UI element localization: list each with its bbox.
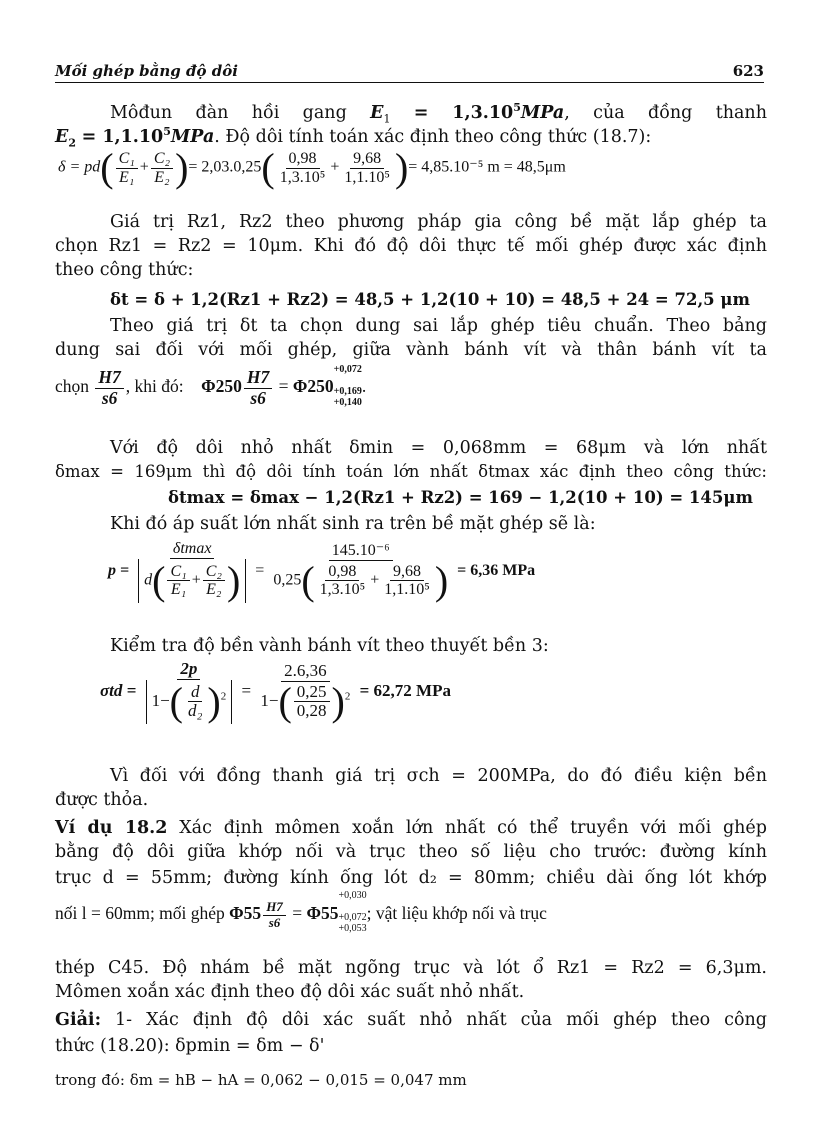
chapter-title: Mối ghép bằng độ dôi (55, 62, 238, 80)
text-line: Môđun đàn hồi gang $E_1 = 1,3.10^5MPa$, của đồng thanh (110, 101, 767, 126)
equation-pressure: p = δtmax d( $\frac{\text{C₁}}{\text{E₁}}$ + $\frac{\text{C₂}}{\text{E₂}}$ ) = 145.10⁻⁶ 0,25( $\frac{0,98}{\text{1,3.10⁵}}$ + $\frac{9,68}{\text{1,1.10⁵}}$ ) = 6,36 MPa (108, 540, 536, 603)
fit-selection: chọn $\frac{H7}{s6}$ , khi đó: Φ250 $\frac{H7}{s6}$ = Φ250 +0,072 +0,169 +0,140 . (55, 364, 367, 408)
text-line: theo công thức: (55, 260, 194, 280)
text-line: Vì đối với đồng thanh giá trị σch = 200MPa, do đó điều kiện bền (110, 766, 767, 786)
example-heading-line: Ví dụ 18.2 Xác định mômen xoắn lớn nhất có thể truyền với mối ghép (55, 818, 767, 838)
text-line: chọn Rz1 = Rz2 = 10μm. Khi đó độ dôi thực tế mối ghép được xác định (55, 236, 767, 256)
equation-max-interference: δtmax = δmax − 1,2(Rz1 + Rz2) = 169 − 1,2(10 + 10) = 145μm (168, 488, 753, 507)
text-line: $E_2 = 1,1.10^5MPa$. Độ dôi tính toán xác định theo công thức (18.7): (55, 125, 652, 150)
text-line: Mômen xoắn xác định theo độ dôi xác suất nhỏ nhất. (55, 982, 525, 1002)
running-header (55, 56, 764, 83)
example-label: Ví dụ 18.2 (55, 818, 168, 838)
text-line: bằng độ dôi giữa khớp nối và trục theo số liệu cho trước: đường kính (55, 842, 767, 862)
equation-interference: δ = pd( $\frac{\text{C₁}}{\text{E₁}}$ + $\frac{\text{C₂}}{\text{E₂}}$ )= 2,03.0,25( $\frac{0,98}{\text{1,3.10⁵}}$ + $\frac{9,68}{\text{1,1.10⁵}}$ )= 4,85.10⁻⁵ m = 48,5μm (58, 145, 566, 190)
text-line: Với độ dôi nhỏ nhất δmin = 0,068mm = 68μm và lớn nhất (110, 438, 767, 458)
text-line: δmax = 169μm thì độ dôi tính toán lớn nhất δtmax xác định theo công thức: (55, 462, 767, 481)
text-line: Giá trị Rz1, Rz2 theo phương pháp gia công bề mặt lắp ghép ta (110, 212, 767, 232)
text-line: trong đó: δm = hB − hA = 0,062 − 0,015 = 0,047 mm (55, 1071, 467, 1089)
text-line: Theo giá trị δt ta chọn dung sai lắp ghép tiêu chuẩn. Theo bảng (110, 316, 767, 336)
equation-actual-interference: δt = δ + 1,2(Rz1 + Rz2) = 48,5 + 1,2(10 + 10) = 48,5 + 24 = 72,5 μm (110, 290, 750, 309)
text-line: được thỏa. (55, 790, 149, 810)
text-line: trục d = 55mm; đường kính ống lót d₂ = 80mm; chiều dài ống lót khớp (55, 868, 767, 888)
example-fit-line: nối l = 60mm; mối ghép Φ55 $\frac{H7}{s6}$ = Φ55 +0,030 +0,072 +0,053 ; vật liệu khớp nối và trục (55, 890, 547, 934)
solution-label: Giải: (55, 1010, 102, 1030)
equation-stress: σtd = 2p 1−( $\frac{d}{\text{d₂}}$ )$^2$ = 2.6,36 1−( $\frac{0,25}{0,28}$ )$^2$ = 62,72 MPa (100, 659, 451, 724)
text-line: thép C45. Độ nhám bề mặt ngõng trục và lót ổ Rz1 = Rz2 = 6,3μm. (55, 958, 767, 978)
text-line: Kiểm tra độ bền vành bánh vít theo thuyết bền 3: (110, 636, 549, 656)
solution-heading-line: Giải: 1- Xác định độ dôi xác suất nhỏ nhất của mối ghép theo công (55, 1010, 767, 1030)
text-line: Khi đó áp suất lớn nhất sinh ra trên bề mặt ghép sẽ là: (110, 514, 596, 534)
text-line: thức (18.20): δpmin = δm − δ' (55, 1036, 325, 1056)
text-line: dung sai đối với mối ghép, giữa vành bánh vít và thân bánh vít ta (55, 340, 767, 360)
page-number: 623 (732, 62, 764, 80)
